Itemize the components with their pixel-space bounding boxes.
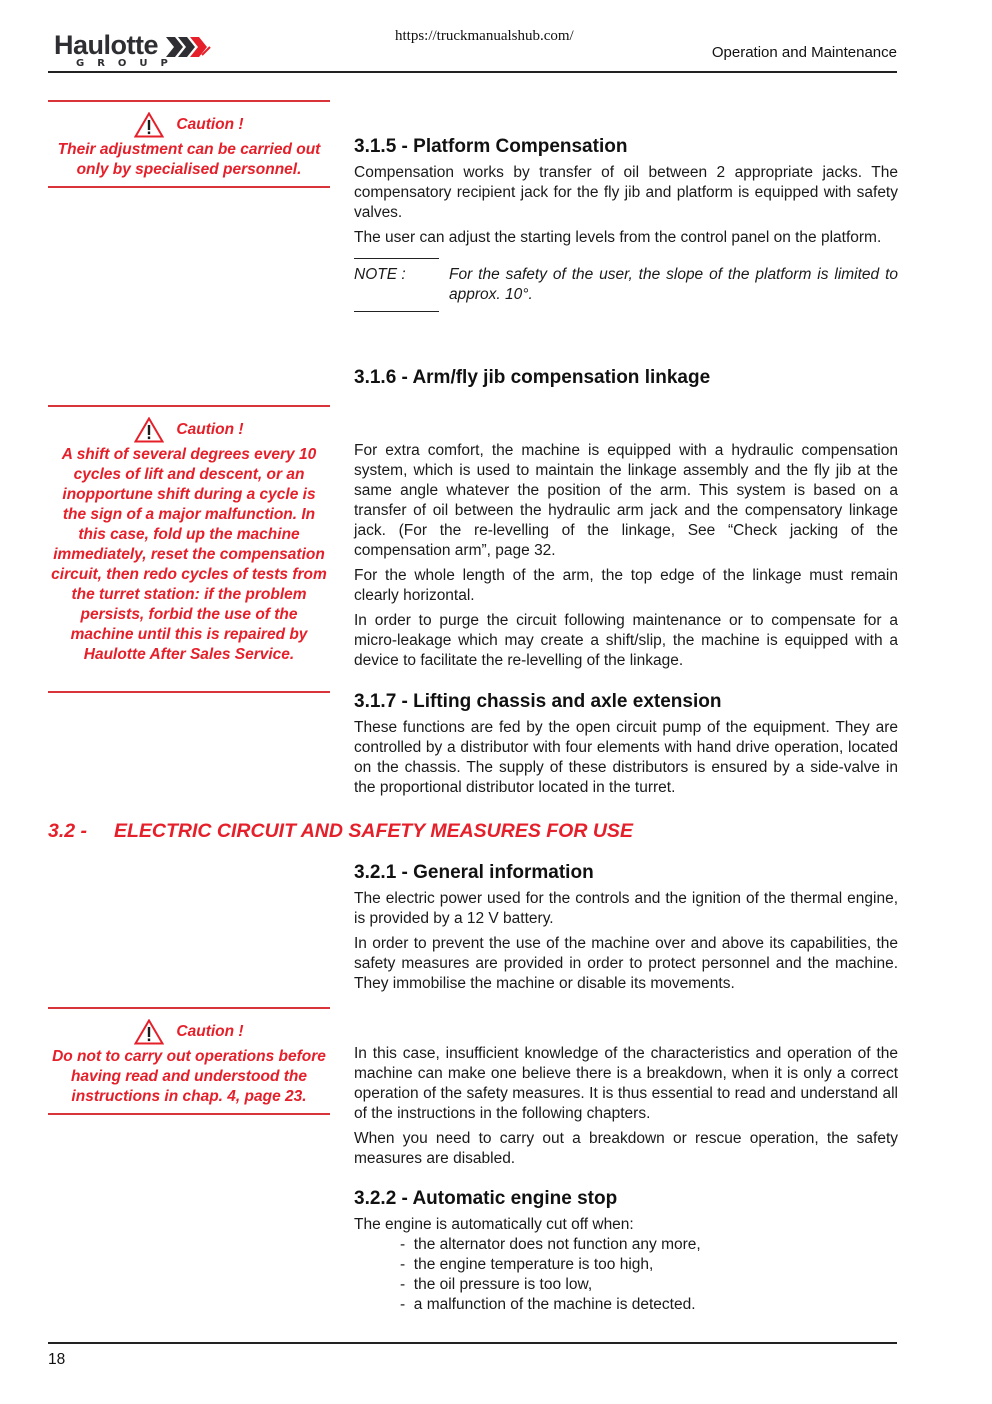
paragraph: In order to prevent the use of the machine over and above its capabilities, the safety measures are provided in order to protect personnel and the machine. They immobilise the machine or disable its movements. [354,935,898,992]
section-3-2-1-continued [354,1044,898,1174]
caution-text: A shift of several degrees every 10 cycles of lift and descent, or an inopportune shift during a cycle is the sign of a major malfunction. In this case, fold up the machine immediately, reset the compensation circuit, then redo cycles of tests from the turret station: if the problem persists, forbid the use of the machine until this is repaired by Haulotte After Sales Service. [51,446,327,663]
paragraph: In this case, insufficient knowledge of the characteristics and operation of the machine can make one believe there is a breakdown, when it is only a correct operation of the safety measures. It is thus essential to read and understand all of the instructions in the following chapters. [354,1045,898,1122]
paragraph: When you need to carry out a breakdown or rescue operation, the safety measures are disabled. [354,1130,898,1167]
section-3-1-6 [354,368,898,394]
section-heading: 3.1.7 - Lifting chassis and axle extension [354,691,722,712]
paragraph: The electric power used for the controls and the ignition of the thermal engine, is provided by a 12 V battery. [354,890,898,927]
list-item: - the alternator does not function any more, [400,1235,898,1255]
section-heading: 3.1.5 - Platform Compensation [354,136,628,157]
source-url[interactable]: https://truckmanualshub.com/ [395,28,574,44]
section-heading: 3.2.1 - General information [354,862,594,883]
list-intro: The engine is automatically cut off when: [354,1216,634,1233]
note-label: NOTE : [354,266,406,283]
caution-title [48,112,330,138]
section-heading: 3.2.2 - Automatic engine stop [354,1188,618,1209]
document-title: Operation and Maintenance [711,44,897,61]
section-heading: 3.1.6 - Arm/fly jib compensation linkage [354,367,711,388]
warning-triangle-icon [134,112,164,138]
section-3-1-5 [354,137,898,312]
note-bottom-rule [354,311,439,312]
caution-title [48,417,330,443]
chapter-title: ELECTRIC CIRCUIT AND SAFETY MEASURES FOR USE [114,820,633,842]
caution-label: Caution ! [176,421,244,438]
section-3-2-1 [354,863,898,999]
section-3-2-2 [354,1189,898,1315]
paragraph: The user can adjust the starting levels from the control panel on the platform. [354,229,882,246]
section-3-1-6-body [354,441,898,676]
warning-triangle-icon [134,1019,164,1045]
caution-title [48,1019,330,1045]
condition-list [354,1235,898,1315]
caution-box [48,405,330,693]
header-rule [48,71,897,73]
note-text: For the safety of the user, the slope of the platform is limited to approx. 10°. [449,266,898,303]
paragraph: For extra comfort, the machine is equipped with a hydraulic compensation system, which is used to maintain the linkage assembly and the fly jib at the same angle whatever the position of the arm. This system is based on a transfer of oil between the hydraulic arm jack and the compensatory linkage jack. (For the re-levelling of the linkage, See “Check jacking of the compensation arm”, page 32. [354,442,898,559]
warning-triangle-icon [134,417,164,443]
logo-arrows-icon [166,34,212,60]
caution-box [48,1007,330,1115]
chapter-heading [48,820,633,843]
list-item: - the oil pressure is too low, [400,1275,898,1295]
list-item: - the engine temperature is too high, [400,1255,898,1275]
list-item: - a malfunction of the machine is detected. [400,1295,898,1315]
note [354,265,898,305]
section-3-1-7 [354,692,898,803]
page-number: 18 [48,1351,66,1368]
logo-wordmark: Haulotte [54,30,158,60]
logo-group-text: GROUP [76,58,181,69]
caution-label: Caution ! [176,1023,244,1040]
chapter-number: 3.2 - [48,820,88,842]
footer-rule [48,1342,897,1344]
caution-text: Their adjustment can be carried out only by specialised personnel. [57,141,321,178]
caution-box [48,100,330,188]
note-top-rule [354,258,439,259]
caution-label: Caution ! [176,116,244,133]
paragraph: Compensation works by transfer of oil between 2 appropriate jacks. The compensatory recipient jack for the fly jib and platform is equipped with safety valves. [354,164,898,221]
paragraph: For the whole length of the arm, the top edge of the linkage must remain clearly horizontal. [354,567,898,604]
paragraph: In order to purge the circuit following maintenance or to compensate for a micro-leakage which may create a shift/slip, the machine is equipped with a device to facilitate the re-levelling of the linkage. [354,612,898,669]
paragraph: These functions are fed by the open circuit pump of the equipment. They are controlled by a distributor with four elements with hand drive operation, located on the chassis. The supply of these distributors is ensured by a side-valve in the proportional distributor located in the turret. [354,719,898,796]
caution-text: Do not to carry out operations before having read and understood the instructions in chap. 4, page 23. [52,1048,326,1105]
